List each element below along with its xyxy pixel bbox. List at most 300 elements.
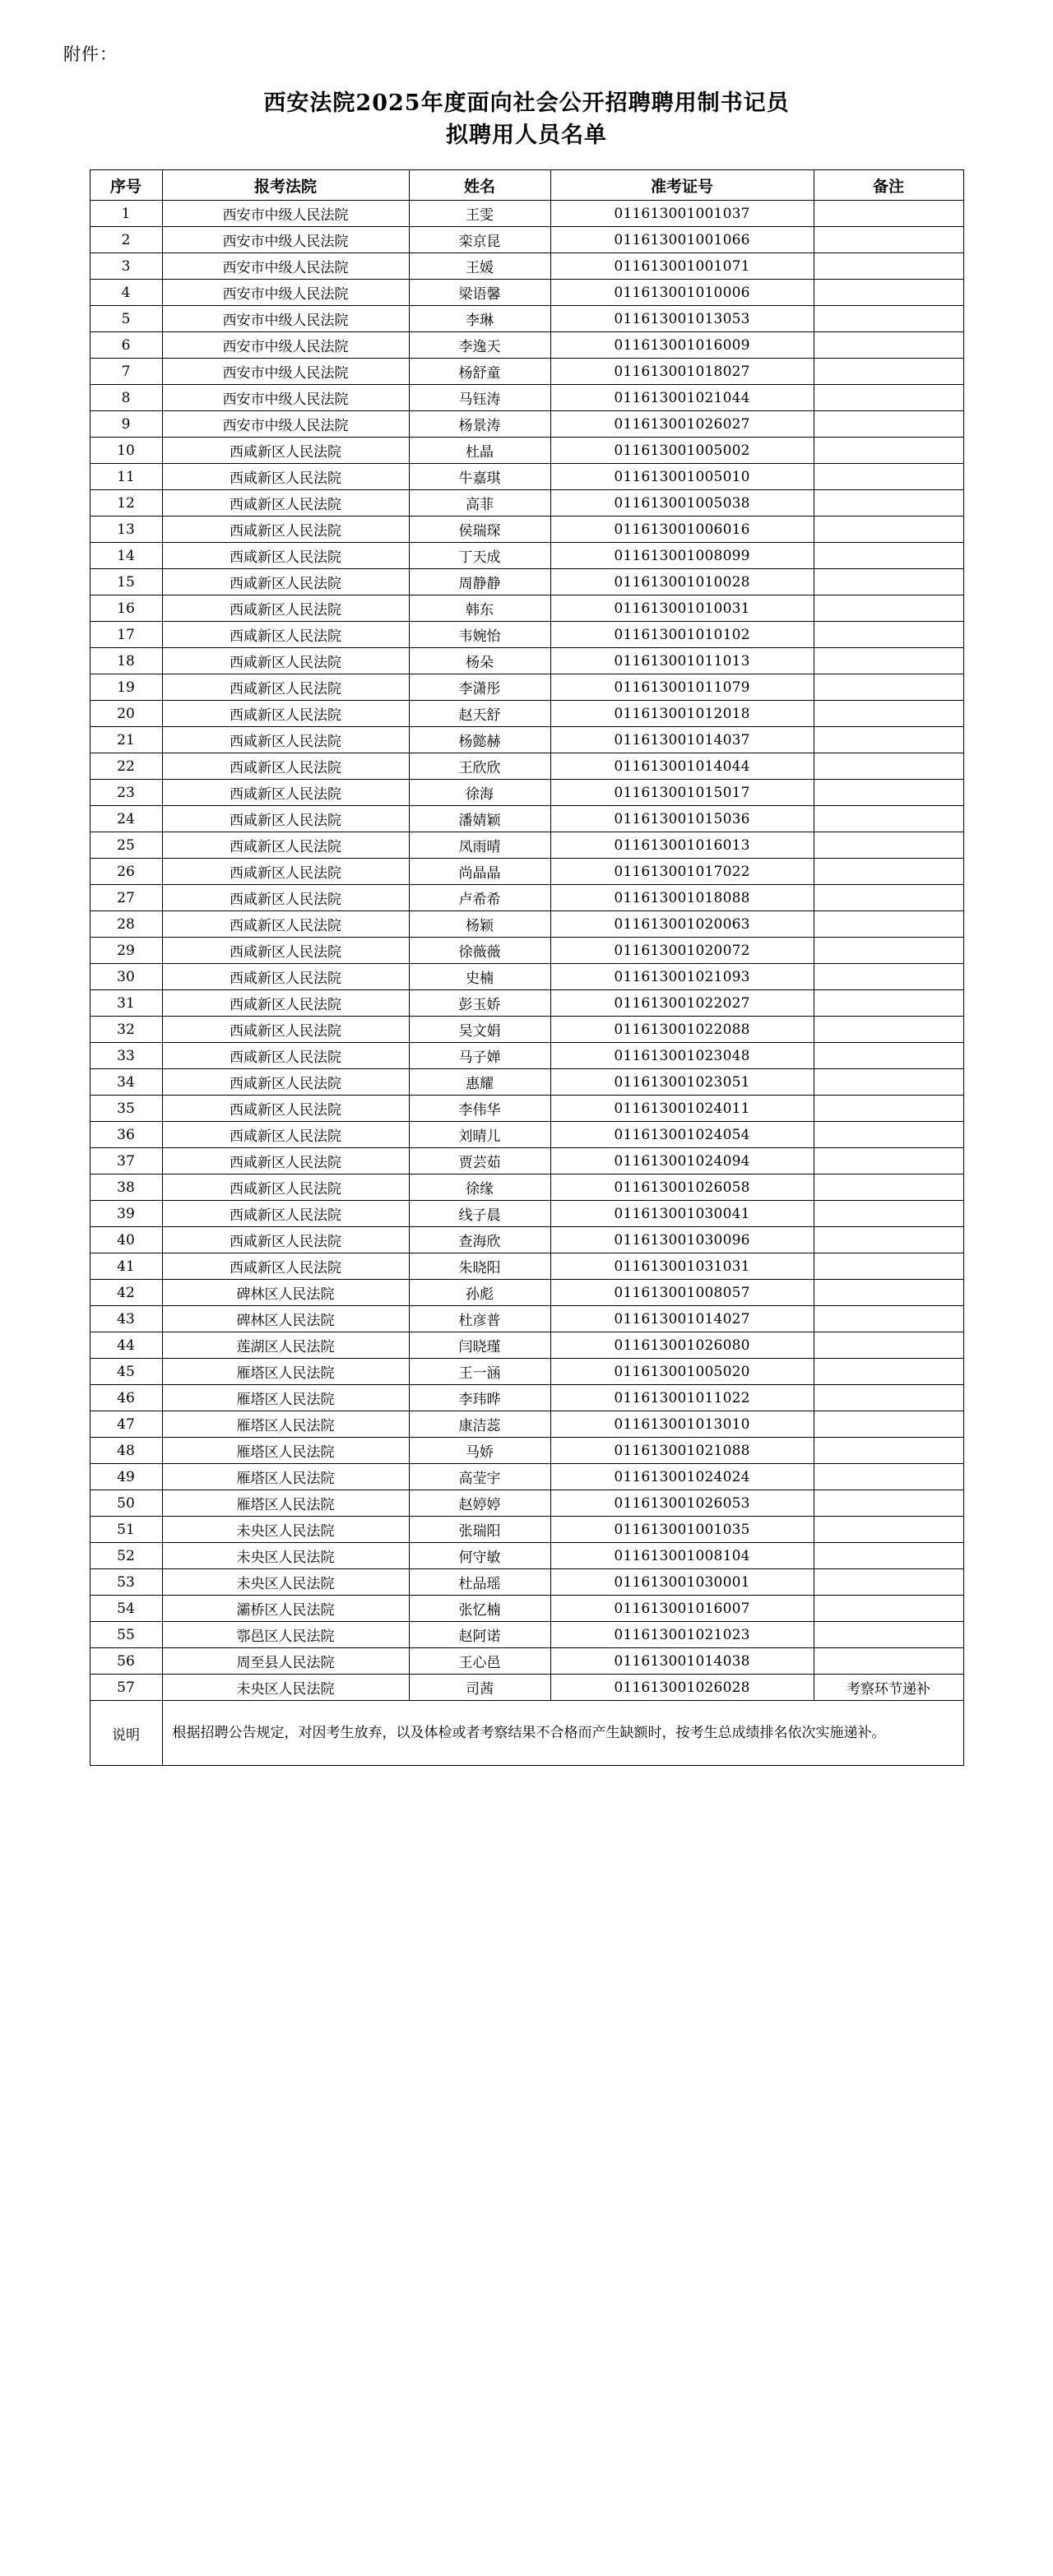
cell-remark: [814, 806, 963, 832]
cell-index: 44: [90, 1332, 162, 1359]
table-row: [90, 1490, 963, 1517]
cell-name: 杨朵: [409, 648, 550, 674]
cell-index: 10: [90, 438, 162, 464]
cell-name: 史楠: [409, 964, 550, 990]
cell-name: 王一涵: [409, 1359, 550, 1385]
cell-remark: [814, 1043, 963, 1069]
cell-ticket: 011613001021044: [550, 385, 814, 411]
cell-ticket: 011613001005002: [550, 438, 814, 464]
cell-index: 47: [90, 1411, 162, 1438]
table-row: [90, 1280, 963, 1306]
cell-remark: [814, 359, 963, 385]
cell-remark: [814, 622, 963, 648]
cell-remark: [814, 543, 963, 569]
cell-court: 鄠邑区人民法院: [162, 1622, 409, 1648]
cell-court: 莲湖区人民法院: [162, 1332, 409, 1359]
cell-index: 21: [90, 727, 162, 753]
cell-court: 雁塔区人民法院: [162, 1385, 409, 1411]
cell-ticket: 011613001008104: [550, 1543, 814, 1569]
cell-court: 西咸新区人民法院: [162, 885, 409, 911]
note-row: [90, 1701, 963, 1766]
cell-index: 17: [90, 622, 162, 648]
table-row: [90, 306, 963, 332]
cell-court: 雁塔区人民法院: [162, 1359, 409, 1385]
cell-remark: [814, 1280, 963, 1306]
cell-ticket: 011613001008057: [550, 1280, 814, 1306]
cell-index: 7: [90, 359, 162, 385]
cell-name: 李伟华: [409, 1096, 550, 1122]
cell-name: 杜晶: [409, 438, 550, 464]
table-row: [90, 201, 963, 227]
cell-remark: [814, 1096, 963, 1122]
table-row: [90, 648, 963, 674]
column-header-ticket: 准考证号: [550, 170, 814, 201]
cell-remark: 考察环节递补: [814, 1675, 963, 1701]
cell-court: 西咸新区人民法院: [162, 622, 409, 648]
cell-court: 周至县人民法院: [162, 1648, 409, 1675]
table-row: [90, 1306, 963, 1332]
cell-name: 李琳: [409, 306, 550, 332]
cell-remark: [814, 1464, 963, 1490]
cell-court: 西咸新区人民法院: [162, 806, 409, 832]
cell-remark: [814, 490, 963, 517]
cell-name: 孙彪: [409, 1280, 550, 1306]
table-row: [90, 227, 963, 253]
cell-remark: [814, 595, 963, 622]
cell-name: 栾京昆: [409, 227, 550, 253]
cell-index: 2: [90, 227, 162, 253]
table-row: [90, 1227, 963, 1253]
cell-name: 杜品瑶: [409, 1569, 550, 1596]
cell-ticket: 011613001026080: [550, 1332, 814, 1359]
cell-ticket: 011613001021023: [550, 1622, 814, 1648]
cell-ticket: 011613001015017: [550, 780, 814, 806]
cell-remark: [814, 859, 963, 885]
table-row: [90, 990, 963, 1017]
table-row: [90, 753, 963, 780]
cell-court: 西咸新区人民法院: [162, 1148, 409, 1174]
cell-remark: [814, 201, 963, 227]
cell-name: 王雯: [409, 201, 550, 227]
cell-name: 马钰涛: [409, 385, 550, 411]
cell-name: 李逸天: [409, 332, 550, 359]
cell-name: 李玮晔: [409, 1385, 550, 1411]
cell-ticket: 011613001026027: [550, 411, 814, 438]
roster-table: [90, 169, 964, 1766]
cell-ticket: 011613001026053: [550, 1490, 814, 1517]
cell-ticket: 011613001010031: [550, 595, 814, 622]
table-row: [90, 964, 963, 990]
table-row: [90, 1096, 963, 1122]
cell-court: 未央区人民法院: [162, 1543, 409, 1569]
cell-court: 西安市中级人民法院: [162, 227, 409, 253]
cell-ticket: 011613001010006: [550, 280, 814, 306]
cell-name: 张瑞阳: [409, 1517, 550, 1543]
cell-index: 55: [90, 1622, 162, 1648]
cell-court: 西咸新区人民法院: [162, 753, 409, 780]
cell-remark: [814, 1490, 963, 1517]
cell-remark: [814, 780, 963, 806]
cell-index: 54: [90, 1596, 162, 1622]
table-row: [90, 1332, 963, 1359]
cell-ticket: 011613001014044: [550, 753, 814, 780]
cell-remark: [814, 1069, 963, 1096]
cell-remark: [814, 569, 963, 595]
cell-court: 西咸新区人民法院: [162, 674, 409, 701]
cell-name: 徐缘: [409, 1174, 550, 1201]
cell-court: 西咸新区人民法院: [162, 1174, 409, 1201]
cell-ticket: 011613001031031: [550, 1253, 814, 1280]
attachment-label: 附件：: [63, 44, 118, 64]
cell-name: 贾芸茹: [409, 1148, 550, 1174]
table-row: [90, 1148, 963, 1174]
table-row: [90, 359, 963, 385]
cell-remark: [814, 1648, 963, 1675]
cell-remark: [814, 1122, 963, 1148]
table-header-row: [90, 170, 963, 201]
cell-ticket: 011613001010028: [550, 569, 814, 595]
cell-index: 57: [90, 1675, 162, 1701]
cell-ticket: 011613001020072: [550, 938, 814, 964]
cell-name: 尚晶晶: [409, 859, 550, 885]
cell-name: 杜彦普: [409, 1306, 550, 1332]
cell-remark: [814, 1359, 963, 1385]
cell-index: 23: [90, 780, 162, 806]
table-row: [90, 780, 963, 806]
cell-ticket: 011613001018027: [550, 359, 814, 385]
cell-ticket: 011613001026028: [550, 1675, 814, 1701]
cell-name: 马娇: [409, 1438, 550, 1464]
cell-remark: [814, 1543, 963, 1569]
cell-court: 西咸新区人民法院: [162, 569, 409, 595]
cell-court: 西咸新区人民法院: [162, 964, 409, 990]
cell-index: 20: [90, 701, 162, 727]
cell-court: 西咸新区人民法院: [162, 1201, 409, 1227]
cell-court: 西咸新区人民法院: [162, 517, 409, 543]
cell-court: 西咸新区人民法院: [162, 1122, 409, 1148]
cell-index: 11: [90, 464, 162, 490]
table-row: [90, 859, 963, 885]
cell-index: 36: [90, 1122, 162, 1148]
note-text: 根据招聘公告规定，对因考生放弃，以及体检或者考察结果不合格而产生缺额时，按考生总成绩排名依次实施递补。: [162, 1701, 963, 1766]
table-row: [90, 464, 963, 490]
cell-ticket: 011613001014027: [550, 1306, 814, 1332]
cell-name: 马子婵: [409, 1043, 550, 1069]
cell-index: 5: [90, 306, 162, 332]
cell-name: 赵阿诺: [409, 1622, 550, 1648]
cell-name: 王心邑: [409, 1648, 550, 1675]
cell-name: 刘晴儿: [409, 1122, 550, 1148]
cell-remark: [814, 1517, 963, 1543]
cell-court: 未央区人民法院: [162, 1675, 409, 1701]
table-row: [90, 1069, 963, 1096]
cell-index: 27: [90, 885, 162, 911]
cell-index: 50: [90, 1490, 162, 1517]
cell-ticket: 011613001030001: [550, 1569, 814, 1596]
cell-name: 查海欣: [409, 1227, 550, 1253]
table-row: [90, 911, 963, 938]
cell-index: 29: [90, 938, 162, 964]
cell-index: 42: [90, 1280, 162, 1306]
cell-remark: [814, 253, 963, 280]
cell-index: 39: [90, 1201, 162, 1227]
cell-remark: [814, 727, 963, 753]
cell-remark: [814, 674, 963, 701]
cell-index: 26: [90, 859, 162, 885]
cell-remark: [814, 753, 963, 780]
table-row: [90, 674, 963, 701]
note-label: 说明: [90, 1701, 162, 1766]
cell-name: 侯瑞琛: [409, 517, 550, 543]
cell-name: 高莹宇: [409, 1464, 550, 1490]
cell-index: 19: [90, 674, 162, 701]
page-title: [173, 87, 880, 151]
table-row: [90, 885, 963, 911]
cell-index: 25: [90, 832, 162, 859]
cell-remark: [814, 1596, 963, 1622]
cell-name: 王欣欣: [409, 753, 550, 780]
cell-index: 33: [90, 1043, 162, 1069]
cell-name: 丁天成: [409, 543, 550, 569]
table-row: [90, 1517, 963, 1543]
table-row: [90, 1648, 963, 1675]
cell-court: 西咸新区人民法院: [162, 832, 409, 859]
cell-remark: [814, 1306, 963, 1332]
cell-name: 李潇彤: [409, 674, 550, 701]
cell-name: 杨颖: [409, 911, 550, 938]
cell-court: 西安市中级人民法院: [162, 253, 409, 280]
cell-name: 司茜: [409, 1675, 550, 1701]
cell-ticket: 011613001016007: [550, 1596, 814, 1622]
table-row: [90, 1569, 963, 1596]
cell-remark: [814, 1438, 963, 1464]
cell-remark: [814, 464, 963, 490]
cell-index: 22: [90, 753, 162, 780]
title-line-1: 西安法院2025年度面向社会公开招聘聘用制书记员: [263, 90, 790, 116]
cell-court: 碑林区人民法院: [162, 1306, 409, 1332]
cell-name: 朱晓阳: [409, 1253, 550, 1280]
cell-name: 徐薇薇: [409, 938, 550, 964]
cell-ticket: 011613001005010: [550, 464, 814, 490]
table-row: [90, 622, 963, 648]
cell-ticket: 011613001024054: [550, 1122, 814, 1148]
cell-ticket: 011613001012018: [550, 701, 814, 727]
cell-remark: [814, 1622, 963, 1648]
cell-court: 西咸新区人民法院: [162, 648, 409, 674]
cell-court: 西安市中级人民法院: [162, 306, 409, 332]
cell-court: 雁塔区人民法院: [162, 1490, 409, 1517]
cell-index: 12: [90, 490, 162, 517]
cell-ticket: 011613001030041: [550, 1201, 814, 1227]
cell-index: 48: [90, 1438, 162, 1464]
cell-court: 西安市中级人民法院: [162, 201, 409, 227]
table-row: [90, 1438, 963, 1464]
cell-court: 西咸新区人民法院: [162, 911, 409, 938]
cell-index: 46: [90, 1385, 162, 1411]
cell-index: 3: [90, 253, 162, 280]
cell-ticket: 011613001020063: [550, 911, 814, 938]
cell-index: 32: [90, 1017, 162, 1043]
cell-index: 15: [90, 569, 162, 595]
cell-ticket: 011613001013010: [550, 1411, 814, 1438]
cell-court: 灞桥区人民法院: [162, 1596, 409, 1622]
table-row: [90, 543, 963, 569]
cell-court: 西咸新区人民法院: [162, 1096, 409, 1122]
cell-name: 吴文娟: [409, 1017, 550, 1043]
cell-ticket: 011613001016009: [550, 332, 814, 359]
cell-index: 34: [90, 1069, 162, 1096]
cell-ticket: 011613001026058: [550, 1174, 814, 1201]
cell-court: 西咸新区人民法院: [162, 1227, 409, 1253]
cell-court: 西咸新区人民法院: [162, 727, 409, 753]
cell-ticket: 011613001023048: [550, 1043, 814, 1069]
cell-name: 梁语馨: [409, 280, 550, 306]
cell-ticket: 011613001005038: [550, 490, 814, 517]
cell-remark: [814, 332, 963, 359]
cell-name: 凤雨晴: [409, 832, 550, 859]
cell-index: 28: [90, 911, 162, 938]
cell-name: 高菲: [409, 490, 550, 517]
table-row: [90, 569, 963, 595]
cell-court: 西安市中级人民法院: [162, 332, 409, 359]
cell-remark: [814, 1227, 963, 1253]
table-row: [90, 806, 963, 832]
cell-name: 牛嘉琪: [409, 464, 550, 490]
cell-remark: [814, 517, 963, 543]
cell-court: 未央区人民法院: [162, 1569, 409, 1596]
cell-remark: [814, 648, 963, 674]
cell-name: 闫晓瑾: [409, 1332, 550, 1359]
cell-court: 西咸新区人民法院: [162, 1069, 409, 1096]
cell-court: 碑林区人民法院: [162, 1280, 409, 1306]
table-row: [90, 1201, 963, 1227]
cell-ticket: 011613001011013: [550, 648, 814, 674]
cell-remark: [814, 990, 963, 1017]
table-row: [90, 1543, 963, 1569]
cell-index: 35: [90, 1096, 162, 1122]
cell-ticket: 011613001024094: [550, 1148, 814, 1174]
title-line-2: 拟聘用人员名单: [446, 123, 607, 149]
cell-remark: [814, 911, 963, 938]
cell-index: 30: [90, 964, 162, 990]
cell-court: 西咸新区人民法院: [162, 938, 409, 964]
cell-court: 雁塔区人民法院: [162, 1438, 409, 1464]
cell-ticket: 011613001010102: [550, 622, 814, 648]
cell-remark: [814, 306, 963, 332]
table-row: [90, 938, 963, 964]
table-row: [90, 701, 963, 727]
table-row: [90, 280, 963, 306]
cell-ticket: 011613001001035: [550, 1517, 814, 1543]
table-row: [90, 490, 963, 517]
cell-court: 西安市中级人民法院: [162, 280, 409, 306]
table-row: [90, 832, 963, 859]
cell-remark: [814, 1174, 963, 1201]
cell-court: 西安市中级人民法院: [162, 385, 409, 411]
cell-court: 西咸新区人民法院: [162, 490, 409, 517]
table-row: [90, 411, 963, 438]
cell-court: 西咸新区人民法院: [162, 438, 409, 464]
cell-ticket: 011613001021088: [550, 1438, 814, 1464]
cell-index: 18: [90, 648, 162, 674]
cell-index: 51: [90, 1517, 162, 1543]
cell-name: 赵天舒: [409, 701, 550, 727]
cell-court: 西咸新区人民法院: [162, 701, 409, 727]
cell-ticket: 011613001001066: [550, 227, 814, 253]
cell-name: 赵婷婷: [409, 1490, 550, 1517]
cell-remark: [814, 385, 963, 411]
cell-index: 43: [90, 1306, 162, 1332]
cell-ticket: 011613001013053: [550, 306, 814, 332]
table-row: [90, 517, 963, 543]
cell-ticket: 011613001022088: [550, 1017, 814, 1043]
cell-court: 西咸新区人民法院: [162, 595, 409, 622]
cell-index: 49: [90, 1464, 162, 1490]
table-row: [90, 1174, 963, 1201]
cell-ticket: 011613001024024: [550, 1464, 814, 1490]
cell-remark: [814, 1148, 963, 1174]
cell-ticket: 011613001023051: [550, 1069, 814, 1096]
cell-court: 西安市中级人民法院: [162, 359, 409, 385]
table-row: [90, 727, 963, 753]
cell-court: 西咸新区人民法院: [162, 859, 409, 885]
cell-court: 西咸新区人民法院: [162, 1043, 409, 1069]
cell-name: 彭玉娇: [409, 990, 550, 1017]
cell-ticket: 011613001006016: [550, 517, 814, 543]
cell-name: 杨景涛: [409, 411, 550, 438]
cell-remark: [814, 1253, 963, 1280]
cell-name: 韩东: [409, 595, 550, 622]
table-row: [90, 595, 963, 622]
table-row: [90, 1622, 963, 1648]
cell-remark: [814, 1385, 963, 1411]
cell-index: 4: [90, 280, 162, 306]
cell-ticket: 011613001018088: [550, 885, 814, 911]
column-header-name: 姓名: [409, 170, 550, 201]
cell-index: 8: [90, 385, 162, 411]
cell-index: 1: [90, 201, 162, 227]
cell-remark: [814, 832, 963, 859]
cell-index: 38: [90, 1174, 162, 1201]
cell-name: 杨懿赫: [409, 727, 550, 753]
cell-remark: [814, 938, 963, 964]
cell-index: 53: [90, 1569, 162, 1596]
table-row: [90, 1385, 963, 1411]
cell-remark: [814, 438, 963, 464]
cell-name: 惠耀: [409, 1069, 550, 1096]
table-row: [90, 253, 963, 280]
cell-ticket: 011613001005020: [550, 1359, 814, 1385]
cell-ticket: 011613001011079: [550, 674, 814, 701]
cell-court: 雁塔区人民法院: [162, 1464, 409, 1490]
column-header-index: 序号: [90, 170, 162, 201]
cell-court: 未央区人民法院: [162, 1517, 409, 1543]
table-row: [90, 1411, 963, 1438]
cell-index: 37: [90, 1148, 162, 1174]
cell-index: 6: [90, 332, 162, 359]
cell-ticket: 011613001008099: [550, 543, 814, 569]
cell-index: 9: [90, 411, 162, 438]
table-row: [90, 1675, 963, 1701]
cell-index: 24: [90, 806, 162, 832]
column-header-court: 报考法院: [162, 170, 409, 201]
cell-court: 西咸新区人民法院: [162, 990, 409, 1017]
cell-ticket: 011613001014037: [550, 727, 814, 753]
cell-ticket: 011613001022027: [550, 990, 814, 1017]
cell-remark: [814, 1411, 963, 1438]
roster-body: [90, 201, 963, 1701]
cell-name: 康洁蕊: [409, 1411, 550, 1438]
